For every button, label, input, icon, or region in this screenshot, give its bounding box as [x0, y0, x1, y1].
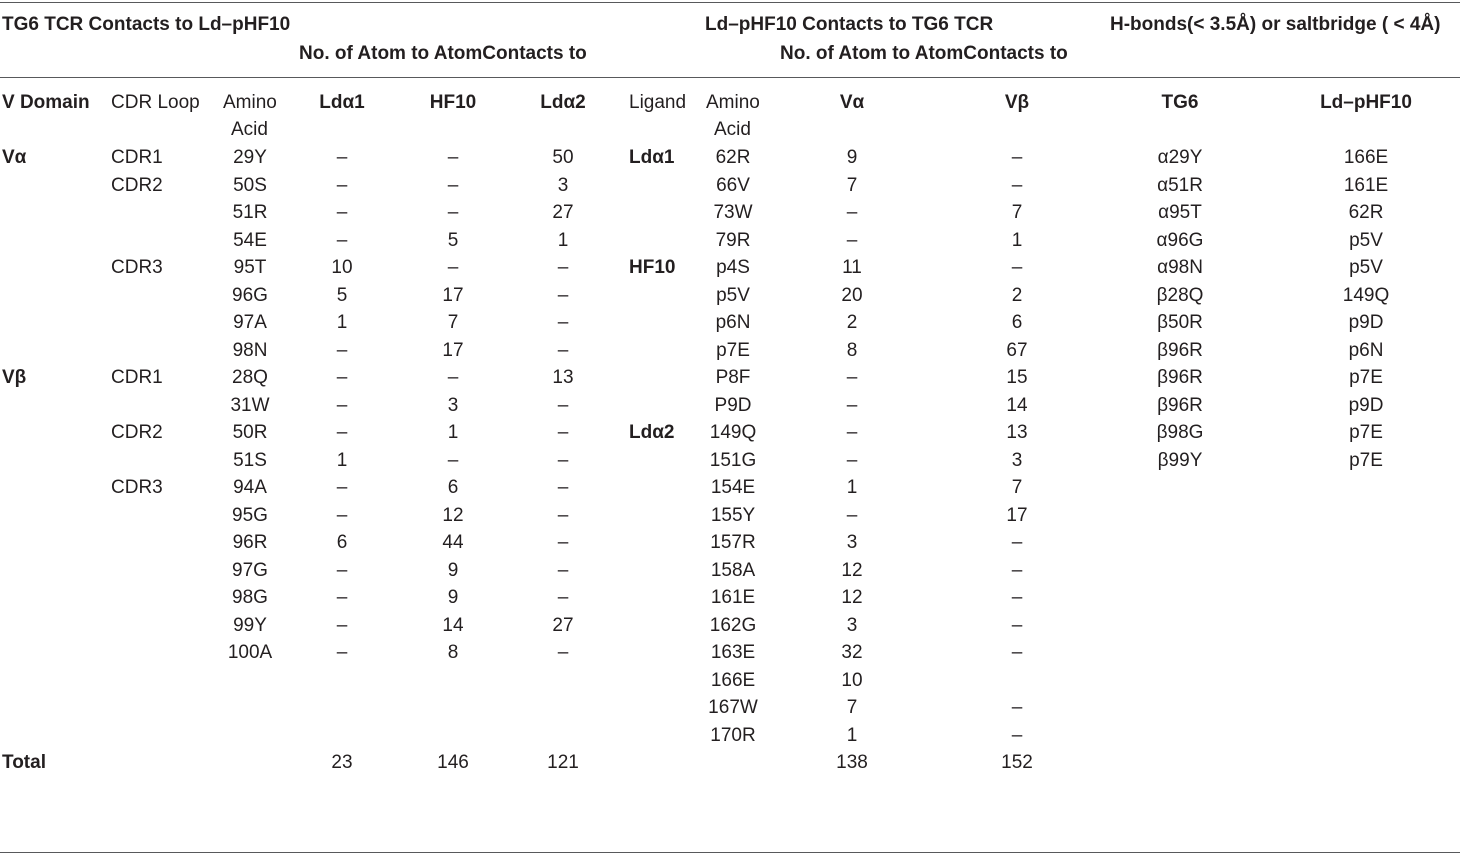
cdr-loop-cell: CDR3	[111, 477, 163, 498]
va-count-cell: –	[846, 422, 858, 443]
vb-count-cell: 7	[1011, 202, 1023, 223]
lda1-count-cell: 1	[336, 312, 348, 333]
vb-count-cell: 67	[1006, 340, 1028, 361]
va-count-cell: 12	[841, 560, 863, 581]
ligand-amino-acid-cell: 161E	[710, 587, 756, 608]
hf10-count-cell: 17	[442, 340, 464, 361]
col-hf10: HF10	[429, 92, 477, 113]
ligand-amino-acid-cell: 79R	[715, 230, 751, 251]
lda1-count-cell: –	[336, 422, 348, 443]
col-tg6: TG6	[1161, 92, 1199, 113]
lda2-count-cell: –	[557, 642, 569, 663]
lda2-count-cell: –	[557, 257, 569, 278]
tg6-residue-cell: α51R	[1157, 175, 1203, 196]
lda1-count-cell: –	[336, 505, 348, 526]
amino-acid-cell: 28Q	[232, 367, 268, 388]
cdr-loop-cell: CDR1	[111, 147, 163, 168]
lda1-count-cell: –	[336, 230, 348, 251]
total-hf10: 146	[437, 752, 469, 773]
lda2-count-cell: –	[557, 285, 569, 306]
lda2-count-cell: –	[557, 395, 569, 416]
ld-residue-cell: p9D	[1348, 312, 1384, 333]
ligand-amino-acid-cell: 149Q	[709, 422, 757, 443]
col-vb: Vβ	[1004, 92, 1030, 113]
right-group-title: H-bonds(< 3.5Å) or saltbridge ( < 4Å)	[1110, 14, 1441, 35]
hf10-count-cell: 44	[442, 532, 464, 553]
vb-count-cell: –	[1011, 615, 1023, 636]
lda2-count-cell: –	[557, 312, 569, 333]
lda2-count-cell: 50	[552, 147, 574, 168]
total-lda1: 23	[331, 752, 353, 773]
tg6-residue-cell: β96R	[1157, 395, 1203, 416]
lda2-count-cell: –	[557, 422, 569, 443]
mid-group-title: Ld–pHF10 Contacts to TG6 TCR	[705, 14, 994, 35]
vb-count-cell: 13	[1006, 422, 1028, 443]
ligand-amino-acid-cell: p7E	[716, 340, 750, 361]
hf10-count-cell: 12	[442, 505, 464, 526]
col-va: Vα	[839, 92, 865, 113]
cdr-loop-cell: CDR2	[111, 175, 163, 196]
hf10-count-cell: 17	[442, 285, 464, 306]
col-lda1: Ldα1	[319, 92, 365, 113]
col-ligand: Ligand	[629, 92, 687, 113]
cdr-loop-cell: CDR1	[111, 367, 163, 388]
vb-count-cell: 6	[1011, 312, 1023, 333]
ligand-amino-acid-cell: 157R	[710, 532, 756, 553]
v-domain-cell: Vβ	[2, 367, 27, 388]
col-ld-phf10: Ld–pHF10	[1320, 92, 1412, 113]
left-group-subtitle: No. of Atom to AtomContacts to	[299, 43, 587, 64]
amino-acid-cell: 51S	[233, 450, 267, 471]
ligand-amino-acid-cell: 167W	[708, 697, 758, 718]
header-rule	[0, 77, 1460, 78]
ligand-amino-acid-cell: 155Y	[710, 505, 756, 526]
amino-acid-cell: 29Y	[233, 147, 267, 168]
total-va: 138	[836, 752, 868, 773]
vb-count-cell: 15	[1006, 367, 1028, 388]
lda2-count-cell: 1	[557, 230, 569, 251]
tg6-residue-cell: β28Q	[1156, 285, 1204, 306]
ligand-amino-acid-cell: p6N	[715, 312, 751, 333]
hf10-count-cell: 9	[447, 560, 459, 581]
ligand-cell: Ldα2	[629, 422, 675, 443]
va-count-cell: 3	[846, 615, 858, 636]
bottom-rule	[0, 852, 1460, 853]
ld-residue-cell: 166E	[1343, 147, 1389, 168]
vb-count-cell: –	[1011, 642, 1023, 663]
lda1-count-cell: –	[336, 147, 348, 168]
ligand-amino-acid-cell: 154E	[710, 477, 756, 498]
lda2-count-cell: –	[557, 450, 569, 471]
va-count-cell: 11	[842, 257, 862, 278]
hf10-count-cell: 3	[447, 395, 459, 416]
hf10-count-cell: –	[447, 450, 459, 471]
ligand-amino-acid-cell: p4S	[716, 257, 750, 278]
cdr-loop-cell: CDR3	[111, 257, 163, 278]
va-count-cell: 10	[841, 670, 863, 691]
tg6-residue-cell: β98G	[1156, 422, 1204, 443]
va-count-cell: –	[846, 230, 858, 251]
va-count-cell: 1	[846, 725, 858, 746]
vb-count-cell: 7	[1011, 477, 1023, 498]
ligand-amino-acid-cell: 166E	[710, 670, 756, 691]
amino-acid-cell: 96G	[232, 285, 268, 306]
lda2-count-cell: –	[557, 532, 569, 553]
amino-acid-cell: 97G	[232, 560, 268, 581]
amino-acid-cell: 97A	[233, 312, 267, 333]
ligand-amino-acid-cell: 162G	[709, 615, 757, 636]
va-count-cell: 32	[841, 642, 863, 663]
vb-count-cell: –	[1011, 257, 1023, 278]
col-cdr-loop: CDR Loop	[111, 92, 200, 113]
amino-acid-cell: 54E	[233, 230, 267, 251]
ld-residue-cell: 161E	[1343, 175, 1389, 196]
amino-acid-cell: 99Y	[233, 615, 267, 636]
col-v-domain: V Domain	[2, 92, 90, 113]
tg6-residue-cell: β96R	[1157, 367, 1203, 388]
amino-acid-cell: 98G	[232, 587, 268, 608]
va-count-cell: 20	[841, 285, 863, 306]
vb-count-cell: –	[1011, 560, 1023, 581]
vb-count-cell: –	[1011, 175, 1023, 196]
lda2-count-cell: 27	[552, 202, 574, 223]
va-count-cell: –	[846, 367, 858, 388]
va-count-cell: 8	[846, 340, 858, 361]
lda1-count-cell: 5	[336, 285, 348, 306]
lda1-count-cell: –	[336, 587, 348, 608]
tg6-residue-cell: α95T	[1158, 202, 1202, 223]
amino-acid-cell: 31W	[230, 395, 270, 416]
total-label: Total	[2, 752, 46, 773]
lda1-count-cell: 10	[331, 257, 353, 278]
ligand-amino-acid-cell: 66V	[716, 175, 750, 196]
lda1-count-cell: 1	[336, 450, 348, 471]
amino-acid-cell: 50S	[233, 175, 267, 196]
ligand-amino-acid-cell: 62R	[715, 147, 751, 168]
ligand-amino-acid-cell: P9D	[714, 395, 752, 416]
total-vb: 152	[1001, 752, 1033, 773]
tg6-residue-cell: α96G	[1156, 230, 1204, 251]
lda1-count-cell: 6	[336, 532, 348, 553]
lda2-count-cell: –	[557, 505, 569, 526]
ligand-amino-acid-cell: P8F	[715, 367, 751, 388]
tg6-residue-cell: β96R	[1157, 340, 1203, 361]
col-amino2-1: Amino	[706, 92, 760, 113]
amino-acid-cell: 94A	[233, 477, 267, 498]
vb-count-cell: –	[1011, 532, 1023, 553]
col-amino-acid-1: Amino	[223, 92, 277, 113]
va-count-cell: –	[846, 395, 858, 416]
ld-residue-cell: 149Q	[1342, 285, 1390, 306]
hf10-count-cell: –	[447, 202, 459, 223]
amino-acid-cell: 51R	[232, 202, 268, 223]
vb-count-cell: –	[1011, 697, 1023, 718]
mid-group-subtitle: No. of Atom to AtomContacts to	[780, 43, 1068, 64]
lda2-count-cell: –	[557, 340, 569, 361]
tg6-residue-cell: α98N	[1157, 257, 1203, 278]
v-domain-cell: Vα	[2, 147, 27, 168]
cdr-loop-cell: CDR2	[111, 422, 163, 443]
total-lda2: 121	[547, 752, 579, 773]
ligand-amino-acid-cell: 163E	[710, 642, 756, 663]
amino-acid-cell: 98N	[232, 340, 268, 361]
ligand-cell: HF10	[629, 257, 676, 278]
hf10-count-cell: 5	[447, 230, 459, 251]
lda2-count-cell: 3	[557, 175, 569, 196]
hf10-count-cell: 9	[447, 587, 459, 608]
hf10-count-cell: 14	[442, 615, 464, 636]
lda1-count-cell: –	[336, 175, 348, 196]
ligand-amino-acid-cell: 170R	[710, 725, 756, 746]
left-group-title: TG6 TCR Contacts to Ld–pHF10	[2, 14, 291, 35]
ld-residue-cell: 62R	[1348, 202, 1384, 223]
vb-count-cell: 1	[1011, 230, 1023, 251]
va-count-cell: 9	[846, 147, 858, 168]
va-count-cell: –	[846, 450, 858, 471]
va-count-cell: –	[846, 505, 858, 526]
vb-count-cell: 17	[1006, 505, 1028, 526]
va-count-cell: 1	[846, 477, 858, 498]
ld-residue-cell: p9D	[1348, 395, 1384, 416]
vb-count-cell: –	[1011, 725, 1023, 746]
ld-residue-cell: p6N	[1348, 340, 1384, 361]
va-count-cell: 3	[846, 532, 858, 553]
amino-acid-cell: 96R	[232, 532, 268, 553]
amino-acid-cell: 50R	[232, 422, 268, 443]
amino-acid-cell: 100A	[227, 642, 273, 663]
vb-count-cell: 3	[1011, 450, 1023, 471]
lda1-count-cell: –	[336, 560, 348, 581]
va-count-cell: –	[846, 202, 858, 223]
lda1-count-cell: –	[336, 642, 348, 663]
vb-count-cell: –	[1011, 587, 1023, 608]
hf10-count-cell: 6	[447, 477, 459, 498]
col-lda2: Ldα2	[540, 92, 586, 113]
lda2-count-cell: 13	[552, 367, 574, 388]
amino-acid-cell: 95G	[232, 505, 268, 526]
lda1-count-cell: –	[336, 395, 348, 416]
va-count-cell: 2	[846, 312, 858, 333]
vb-count-cell: 14	[1006, 395, 1028, 416]
va-count-cell: 7	[846, 697, 858, 718]
ld-residue-cell: p5V	[1349, 230, 1383, 251]
hf10-count-cell: 8	[447, 642, 459, 663]
hf10-count-cell: –	[447, 175, 459, 196]
hf10-count-cell: 1	[447, 422, 459, 443]
ld-residue-cell: p7E	[1349, 367, 1383, 388]
hf10-count-cell: –	[447, 367, 459, 388]
top-rule	[0, 2, 1460, 3]
lda2-count-cell: –	[557, 587, 569, 608]
ligand-amino-acid-cell: 73W	[713, 202, 753, 223]
lda2-count-cell: –	[557, 560, 569, 581]
col-amino2-2: Acid	[714, 119, 751, 140]
hf10-count-cell: –	[447, 257, 459, 278]
col-amino-acid-2: Acid	[231, 119, 268, 140]
hf10-count-cell: 7	[447, 312, 459, 333]
lda1-count-cell: –	[336, 367, 348, 388]
lda1-count-cell: –	[336, 477, 348, 498]
ligand-amino-acid-cell: 158A	[710, 560, 756, 581]
lda1-count-cell: –	[336, 340, 348, 361]
ld-residue-cell: p5V	[1349, 257, 1383, 278]
ld-residue-cell: p7E	[1349, 422, 1383, 443]
hf10-count-cell: –	[447, 147, 459, 168]
lda1-count-cell: –	[336, 202, 348, 223]
lda2-count-cell: –	[557, 477, 569, 498]
vb-count-cell: –	[1011, 147, 1023, 168]
vb-count-cell: 2	[1011, 285, 1023, 306]
amino-acid-cell: 95T	[233, 257, 267, 278]
ld-residue-cell: p7E	[1349, 450, 1383, 471]
tg6-residue-cell: α29Y	[1157, 147, 1203, 168]
lda2-count-cell: 27	[552, 615, 574, 636]
tg6-residue-cell: β99Y	[1157, 450, 1203, 471]
ligand-amino-acid-cell: p5V	[716, 285, 750, 306]
ligand-amino-acid-cell: 151G	[709, 450, 757, 471]
va-count-cell: 12	[841, 587, 863, 608]
tg6-residue-cell: β50R	[1157, 312, 1203, 333]
va-count-cell: 7	[846, 175, 858, 196]
lda1-count-cell: –	[336, 615, 348, 636]
ligand-cell: Ldα1	[629, 147, 675, 168]
